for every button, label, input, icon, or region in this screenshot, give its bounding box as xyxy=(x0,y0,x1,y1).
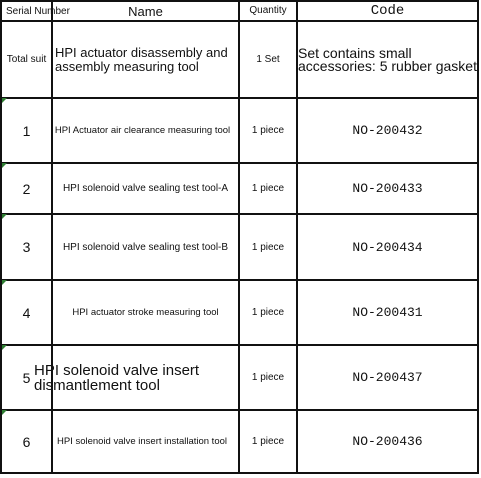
row-serial: Total suit xyxy=(6,54,47,65)
header-serial-number: Serial Number xyxy=(6,5,70,17)
row-name: HPI Actuator air clearance measuring tool xyxy=(54,125,231,136)
row-serial: 1 xyxy=(22,122,31,139)
row-quantity: 1 piece xyxy=(251,183,285,194)
header-name: Name xyxy=(128,3,163,19)
row-name: HPI solenoid valve sealing test tool-B xyxy=(62,241,229,253)
row-name: HPI actuator disassembly and assembly measuring tool xyxy=(55,44,228,74)
row-serial: 4 xyxy=(22,304,31,321)
row-quantity: 1 piece xyxy=(251,436,285,447)
row-code: NO-200431 xyxy=(352,305,423,320)
row-quantity: 1 Set xyxy=(256,54,280,65)
row-name: HPI solenoid valve insert installation tool xyxy=(56,436,228,447)
row-quantity: 1 piece xyxy=(251,372,285,383)
row-code: NO-200433 xyxy=(352,181,423,196)
row-code: Set contains small accessories: 5 rubber gasket xyxy=(298,44,477,74)
row-code: NO-200434 xyxy=(352,239,423,255)
row-quantity: 1 piece xyxy=(251,307,285,318)
row-code: NO-200432 xyxy=(352,123,423,138)
header-code: Code xyxy=(370,3,405,19)
header-quantity: Quantity xyxy=(249,4,287,16)
row-quantity: 1 piece xyxy=(251,125,285,136)
row-quantity: 1 piece xyxy=(251,241,285,253)
row-code: NO-200436 xyxy=(352,434,423,449)
row-serial: 3 xyxy=(22,239,31,255)
row-serial: 5 xyxy=(22,369,31,386)
row-name: HPI actuator stroke measuring tool xyxy=(72,307,219,318)
row-name: HPI solenoid valve sealing test tool-A xyxy=(62,183,229,194)
row-serial: 2 xyxy=(22,180,31,197)
row-serial: 6 xyxy=(22,433,31,450)
row-name: HPI solenoid valve insert dismantlement tool xyxy=(34,361,200,394)
row-code: NO-200437 xyxy=(352,370,423,385)
table-border-right xyxy=(477,0,479,474)
